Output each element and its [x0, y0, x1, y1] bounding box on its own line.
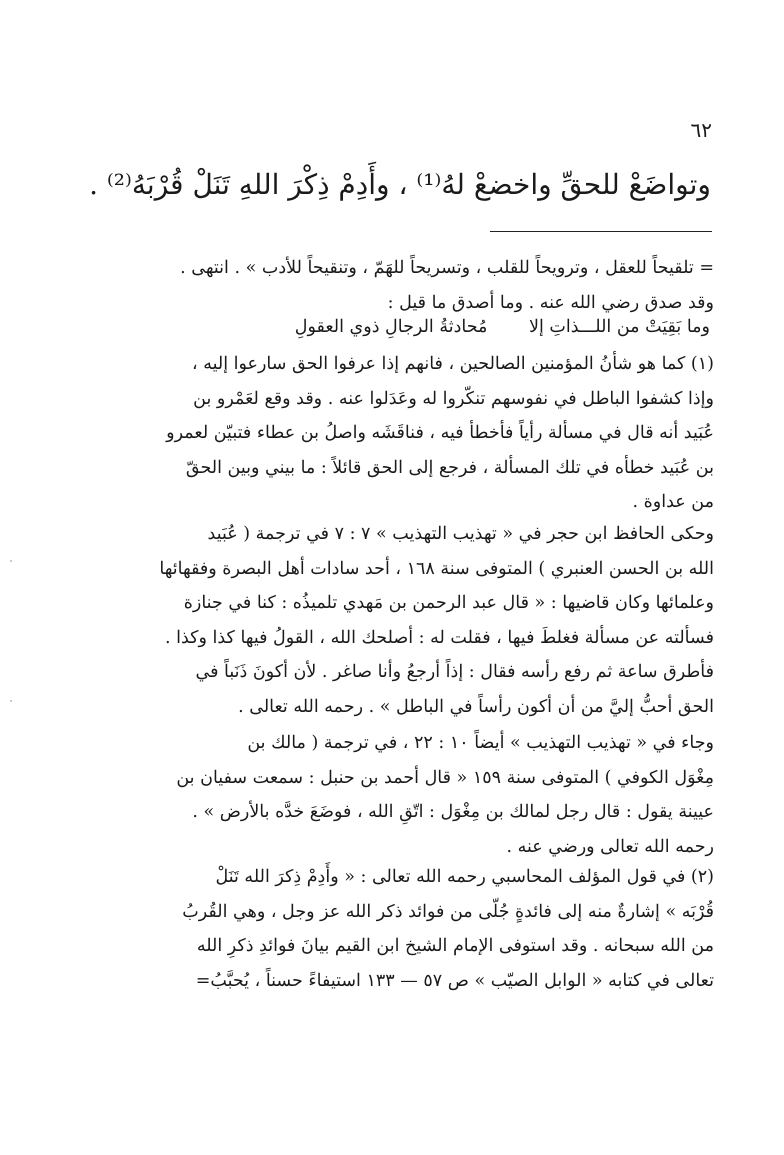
footnote-divider: [490, 231, 712, 232]
scan-speck: [10, 560, 12, 562]
page-number: ٦٢: [690, 118, 712, 142]
text-line: مِغْوَل الكوفي ) المتوفى سنة ١٥٩ « قال أحمد بن حنبل : سمعت سفيان بن: [176, 767, 714, 788]
text-line: وإذا كشفوا الباطل في نفوسهم تنكّروا له وعَدَلوا عنه . وقد وقع لعَمْرو بن: [193, 388, 714, 409]
scan-speck: [10, 700, 12, 702]
text-line: وقد صدق رضي الله عنه . وما أصدق ما قيل :: [387, 292, 714, 313]
text-line: الحق أحبُّ إليَّ من أن أكون رأساً في الباطل » . رحمه الله تعالى .: [238, 696, 714, 717]
verse-second-hemistich: مُحادثةُ الرجالِ ذوي العقولِ: [294, 317, 488, 337]
text-line: وجاء في « تهذيب التهذيب » أيضاً ١٠ : ٢٢ ، في ترجمة ( مالك بن: [247, 733, 714, 753]
text-line: من عداوة .: [632, 492, 714, 512]
text-line: فسألته عن مسألة فغلطَ فيها ، فقلت له : أصلحك الله ، القولُ فيها كذا وكذا .: [164, 627, 714, 648]
text-line: = تلقيحاً للعقل ، وترويحاً للقلب ، وتسريحاً للهَمّ ، وتنقيحاً للأدب » . انتهى .: [180, 258, 714, 278]
text-line: بن عُبَيد خطأه في تلك المسألة ، فرجع إلى الحق قائلاً : ما بيني وبين الحقّ: [185, 457, 714, 478]
main-text-line: وتواضَعْ للحقِّ واخضعْ لهُ⁽¹⁾ ، وأَدِمْ ذِكْرَ اللهِ تَنَلْ قُرْبَهُ⁽²⁾ .: [89, 168, 711, 201]
poetry-verse: [110, 310, 710, 344]
footnote-1-second-quote: [78, 726, 714, 864]
text-line: رحمه الله تعالى ورضي عنه .: [506, 836, 714, 857]
text-line: عيينة يقول : قال رجل لمالك بن مِغْوَل : اتّقِ الله ، فوضَعَ خدَّه بالأرض » .: [192, 802, 714, 822]
footnote-2: [78, 860, 714, 998]
footnote-1-quote: [78, 517, 714, 724]
text-line: (٢) في قول المؤلف المحاسبي رحمه الله تعالى : « وأَدِمْ ذِكرَ الله تَنَلْ: [215, 867, 714, 887]
text-line: فأطرق ساعة ثم رفع رأسه فقال : إذاً أرجعُ وأنا صاغر . لأن أكونَ ذَنَباً في: [195, 662, 714, 682]
text-line: عُبَيد أنه قال في مسألة رأياً فأخطأ فيه ، فناقَشَه واصلُ بن عطاء فتبيّن لعمرو: [166, 423, 714, 443]
text-line: (١) كما هو شأنُ المؤمنين الصالحين ، فانهم إذا عرفوا الحق سارعوا إليه ،: [191, 354, 714, 374]
text-line: قُرْبَه » إشارةٌ منه إلى فائدةٍ جُلّى من فوائد ذكر الله عز وجل ، وهي القُربُ: [182, 901, 714, 922]
text-line: وعلمائها وكان قاضيها : « قال عبد الرحمن بن مَهدي تلميذُه : كنا في جنازة: [183, 593, 714, 613]
verse-first-hemistich: وما بَقِيَتْ من اللـــذاتِ إلا: [528, 317, 710, 337]
text-line: الله بن الحسن العنبري ) المتوفى سنة ١٦٨ ، أحد سادات أهل البصرة وفقهائها: [159, 558, 714, 579]
text-line: من الله سبحانه . وقد استوفى الإمام الشيخ ابن القيم بيانَ فوائدِ ذكرِ الله: [196, 936, 714, 956]
text-line: تعالى في كتابه « الوابل الصيّب » ص ٥٧ — ١٣٣ استيفاءً حسناً ، يُحبَّبُ=: [195, 970, 714, 991]
footnote-1: [78, 347, 714, 520]
text-line: وحكى الحافظ ابن حجر في « تهذيب التهذيب » ٧ : ٧ في ترجمة ( عُبَيد: [207, 524, 714, 544]
